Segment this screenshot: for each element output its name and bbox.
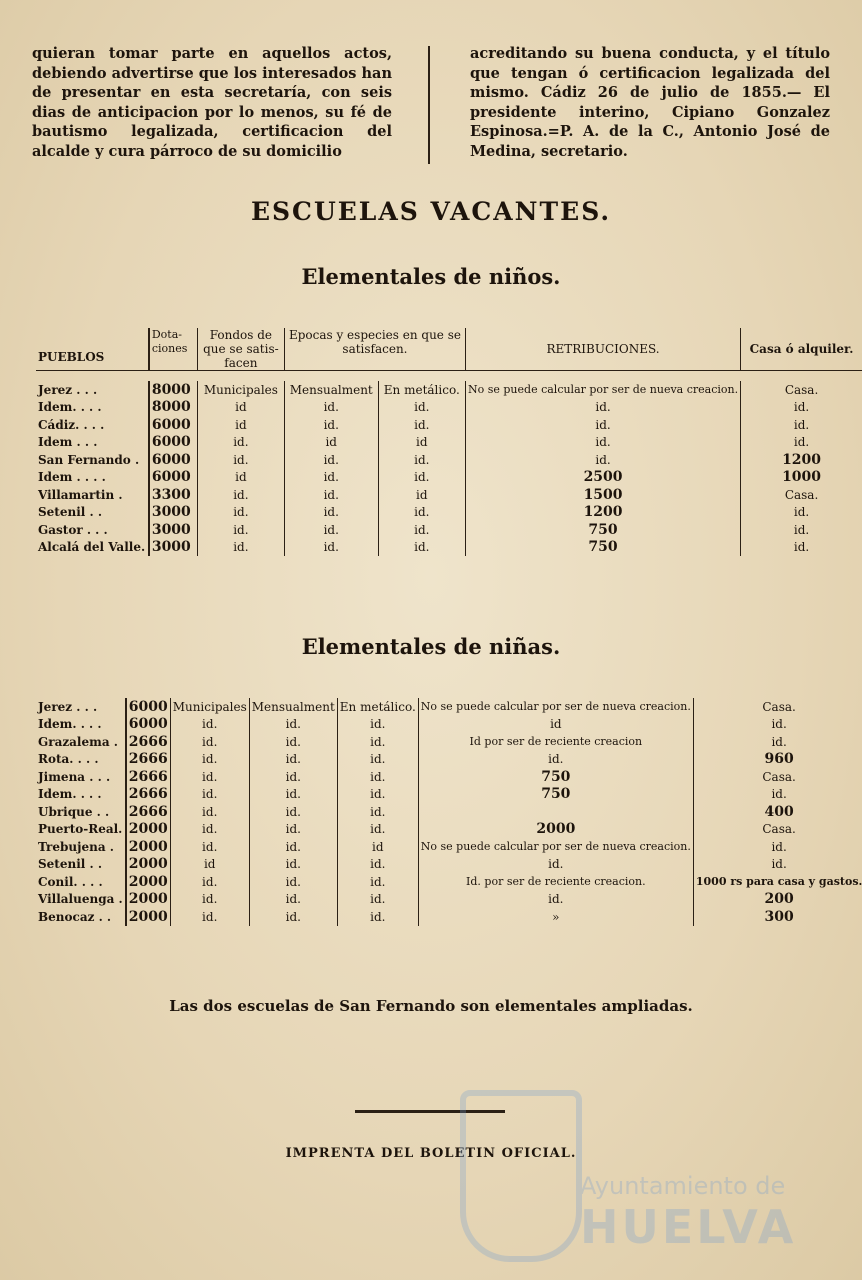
retribution-cell: 750 (466, 521, 741, 539)
retribution-cell: id (418, 716, 693, 734)
salary-cell: 2000 (126, 908, 170, 926)
intro-left-column: quieran tomar parte en aquellos actos, debiendo advertirse que los interesados han de presentar en esta secretaría, con seis dias de anticipacion por lo menos, su fé de bautismo legalizada, certificacion del alcalde y cura párroco de su domicilio (32, 45, 392, 160)
table-row (36, 821, 862, 839)
town-cell: Trebujena . (38, 839, 114, 854)
table-row (36, 716, 862, 734)
funds-cell: id (197, 469, 284, 487)
funds-cell: id. (197, 486, 284, 504)
housing-cell: id. (741, 539, 862, 557)
salary-cell: 8000 (149, 381, 198, 399)
table-row (36, 786, 862, 804)
retribution-cell: id. (466, 399, 741, 417)
period-cell: id. (249, 891, 337, 909)
retribution-cell: No se puede calcular por ser de nueva creacion. (418, 838, 693, 856)
housing-cell: id. (693, 733, 862, 751)
housing-cell: Casa. (693, 768, 862, 786)
town-cell: Rota. . . . (38, 752, 99, 767)
salary-cell: 3000 (149, 539, 198, 557)
period-cell: id. (284, 504, 378, 522)
boys-table-body (36, 381, 862, 556)
table-row (36, 838, 862, 856)
funds-cell: id. (197, 521, 284, 539)
payment-cell: id (378, 486, 465, 504)
period-cell: id. (284, 469, 378, 487)
housing-cell: id. (693, 856, 862, 874)
salary-cell: 6000 (126, 716, 170, 734)
period-cell: id. (284, 451, 378, 469)
town-cell: Puerto-Real. (38, 822, 123, 837)
period-cell: id. (249, 908, 337, 926)
housing-cell: id. (693, 786, 862, 804)
salary-cell: 2000 (126, 821, 170, 839)
funds-cell: id. (170, 821, 249, 839)
payment-cell: En metálico. (337, 698, 418, 716)
girls-schools-table (36, 698, 862, 926)
town-cell: Villamartin . (38, 487, 123, 502)
period-cell: id. (249, 856, 337, 874)
watermark (450, 1090, 810, 1270)
payment-cell: id. (337, 768, 418, 786)
period-cell: Mensualment (249, 698, 337, 716)
retribution-cell: id. (418, 856, 693, 874)
intro-right-column: acreditando su buena conducta, y el título que tengan ó certificacion legalizada del mismo. Cádiz 26 de julio de 1855.— El presidente interino, Cipiano Gonzalez Espinosa.=P. A. de la C., Antonio José de Medina, secretario. (470, 45, 830, 160)
payment-cell: id. (378, 399, 465, 417)
period-cell: id. (284, 399, 378, 417)
town-cell: Idem. . . . (38, 717, 102, 732)
housing-cell: 300 (693, 908, 862, 926)
table-row (36, 698, 862, 716)
payment-cell: id. (337, 803, 418, 821)
town-cell: Conil. . . . (38, 874, 103, 889)
town-cell: Benocaz . . (38, 909, 112, 924)
header-retribuciones: RETRIBUCIONES. (466, 328, 741, 371)
table-row (36, 399, 862, 417)
town-cell: Jimena . . . (38, 769, 111, 784)
town-cell: Cádiz. . . . (38, 417, 105, 432)
payment-cell: id (337, 838, 418, 856)
funds-cell: id. (170, 768, 249, 786)
period-cell: id. (249, 751, 337, 769)
table-row (36, 381, 862, 399)
housing-cell: 400 (693, 803, 862, 821)
header-dotaciones: Dota-ciones (149, 328, 198, 371)
housing-cell: Casa. (693, 698, 862, 716)
retribution-cell: » (418, 908, 693, 926)
housing-cell: id. (741, 399, 862, 417)
salary-cell: 2000 (126, 856, 170, 874)
footnote: Las dos escuelas de San Fernando son elementales ampliadas. (169, 997, 693, 1015)
header-fondos: Fondos de que se satis-facen (197, 328, 284, 371)
retribution-cell: 2500 (466, 469, 741, 487)
salary-cell: 2666 (126, 786, 170, 804)
funds-cell: id. (170, 891, 249, 909)
town-cell: Grazalema . (38, 734, 118, 749)
town-cell: Jerez . . . (38, 382, 98, 397)
town-cell: Setenil . . (38, 505, 103, 520)
retribution-cell: 750 (466, 539, 741, 557)
housing-cell: 200 (693, 891, 862, 909)
payment-cell: id. (337, 908, 418, 926)
period-cell: id. (249, 821, 337, 839)
funds-cell: id. (197, 451, 284, 469)
funds-cell: id. (170, 786, 249, 804)
period-cell: id. (249, 716, 337, 734)
salary-cell: 6000 (149, 434, 198, 452)
girls-table-body (36, 698, 862, 926)
table-row (36, 733, 862, 751)
town-cell: Jerez . . . (38, 699, 98, 714)
section-title-girls: Elementales de niñas. (301, 634, 561, 659)
retribution-cell: id. (466, 416, 741, 434)
payment-cell: id. (337, 856, 418, 874)
section-title-boys: Elementales de niños. (301, 264, 561, 289)
funds-cell: id. (197, 504, 284, 522)
watermark-line2: HUELVA (580, 1200, 797, 1254)
table-row (36, 434, 862, 452)
salary-cell: 8000 (149, 399, 198, 417)
retribution-cell (418, 803, 693, 821)
payment-cell: id. (378, 521, 465, 539)
table-header-row (36, 328, 862, 371)
period-cell: id. (249, 873, 337, 891)
column-divider (428, 46, 430, 164)
town-cell: Idem. . . . (38, 400, 102, 415)
payment-cell: id. (337, 751, 418, 769)
funds-cell: id. (197, 434, 284, 452)
retribution-cell: id. (466, 434, 741, 452)
retribution-cell: Id por ser de reciente creacion (418, 733, 693, 751)
housing-cell: Casa. (741, 381, 862, 399)
table-row (36, 451, 862, 469)
header-epocas: Epocas y especies en que se satisfacen. (284, 328, 465, 371)
period-cell: Mensualment (284, 381, 378, 399)
period-cell: id. (249, 733, 337, 751)
retribution-cell: 750 (418, 768, 693, 786)
shield-icon (460, 1090, 582, 1262)
funds-cell: id. (170, 716, 249, 734)
table-row (36, 803, 862, 821)
table-row (36, 504, 862, 522)
housing-cell: id. (693, 838, 862, 856)
retribution-cell: 1500 (466, 486, 741, 504)
period-cell: id. (249, 768, 337, 786)
salary-cell: 3000 (149, 504, 198, 522)
period-cell: id. (284, 521, 378, 539)
funds-cell: id (197, 399, 284, 417)
table-row (36, 486, 862, 504)
retribution-cell: 2000 (418, 821, 693, 839)
funds-cell: id. (170, 908, 249, 926)
retribution-cell: No se puede calcular por ser de nueva creacion. (466, 381, 741, 399)
table-row (36, 891, 862, 909)
salary-cell: 2666 (126, 751, 170, 769)
retribution-cell: id. (418, 751, 693, 769)
salary-cell: 2666 (126, 768, 170, 786)
payment-cell: En metálico. (378, 381, 465, 399)
period-cell: id. (249, 838, 337, 856)
housing-cell: Casa. (741, 486, 862, 504)
watermark-line1: Ayuntamiento de (580, 1172, 786, 1200)
salary-cell: 3000 (149, 521, 198, 539)
payment-cell: id. (337, 821, 418, 839)
housing-cell: id. (741, 504, 862, 522)
salary-cell: 2000 (126, 891, 170, 909)
housing-cell: 1200 (741, 451, 862, 469)
table-row (36, 873, 862, 891)
town-cell: Villaluenga . (38, 892, 123, 907)
retribution-cell: 750 (418, 786, 693, 804)
funds-cell: Municipales (170, 698, 249, 716)
housing-cell: Casa. (693, 821, 862, 839)
table-row (36, 469, 862, 487)
housing-cell: 1000 rs para casa y gastos. (693, 873, 862, 891)
page-title: ESCUELAS VACANTES. (250, 197, 612, 226)
funds-cell: Municipales (197, 381, 284, 399)
boys-schools-table (36, 328, 862, 556)
retribution-cell: id. (466, 451, 741, 469)
salary-cell: 2000 (126, 838, 170, 856)
payment-cell: id. (378, 451, 465, 469)
housing-cell: id. (741, 434, 862, 452)
payment-cell: id. (337, 733, 418, 751)
header-casa: Casa ó alquiler. (741, 328, 862, 371)
funds-cell: id. (170, 733, 249, 751)
payment-cell: id. (378, 539, 465, 557)
town-cell: Idem. . . . (38, 787, 102, 802)
salary-cell: 6000 (149, 469, 198, 487)
table-row (36, 751, 862, 769)
printer-line: IMPRENTA DEL BOLETIN OFICIAL. (285, 1146, 577, 1161)
salary-cell: 2000 (126, 873, 170, 891)
salary-cell: 2666 (126, 803, 170, 821)
table-row (36, 856, 862, 874)
housing-cell: id. (693, 716, 862, 734)
salary-cell: 2666 (126, 733, 170, 751)
housing-cell: id. (741, 416, 862, 434)
payment-cell: id. (378, 504, 465, 522)
payment-cell: id. (378, 416, 465, 434)
payment-cell: id. (337, 716, 418, 734)
payment-cell: id. (337, 891, 418, 909)
table-row (36, 908, 862, 926)
period-cell: id (284, 434, 378, 452)
housing-cell: id. (741, 521, 862, 539)
housing-cell: 1000 (741, 469, 862, 487)
funds-cell: id. (170, 873, 249, 891)
salary-cell: 6000 (126, 698, 170, 716)
salary-cell: 3300 (149, 486, 198, 504)
payment-cell: id (378, 434, 465, 452)
table-row (36, 539, 862, 557)
funds-cell: id. (170, 751, 249, 769)
funds-cell: id (170, 856, 249, 874)
funds-cell: id. (170, 838, 249, 856)
period-cell: id. (284, 416, 378, 434)
period-cell: id. (249, 786, 337, 804)
funds-cell: id. (197, 539, 284, 557)
table-row (36, 768, 862, 786)
payment-cell: id. (337, 786, 418, 804)
period-cell: id. (284, 486, 378, 504)
salary-cell: 6000 (149, 416, 198, 434)
funds-cell: id (197, 416, 284, 434)
town-cell: Idem . . . (38, 435, 98, 450)
retribution-cell: No se puede calcular por ser de nueva creacion. (418, 698, 693, 716)
header-pueblos: PUEBLOS (36, 328, 149, 371)
town-cell: Setenil . . (38, 857, 103, 872)
payment-cell: id. (337, 873, 418, 891)
town-cell: Gastor . . . (38, 522, 108, 537)
salary-cell: 6000 (149, 451, 198, 469)
town-cell: Idem . . . . (38, 470, 106, 485)
table-row (36, 521, 862, 539)
housing-cell: 960 (693, 751, 862, 769)
retribution-cell: Id. por ser de reciente creacion. (418, 873, 693, 891)
town-cell: San Fernando . (38, 452, 140, 467)
payment-cell: id. (378, 469, 465, 487)
town-cell: Alcalá del Valle. (38, 540, 146, 555)
town-cell: Ubrique . . (38, 804, 110, 819)
table-row (36, 416, 862, 434)
period-cell: id. (284, 539, 378, 557)
retribution-cell: 1200 (466, 504, 741, 522)
retribution-cell: id. (418, 891, 693, 909)
period-cell: id. (249, 803, 337, 821)
funds-cell: id. (170, 803, 249, 821)
